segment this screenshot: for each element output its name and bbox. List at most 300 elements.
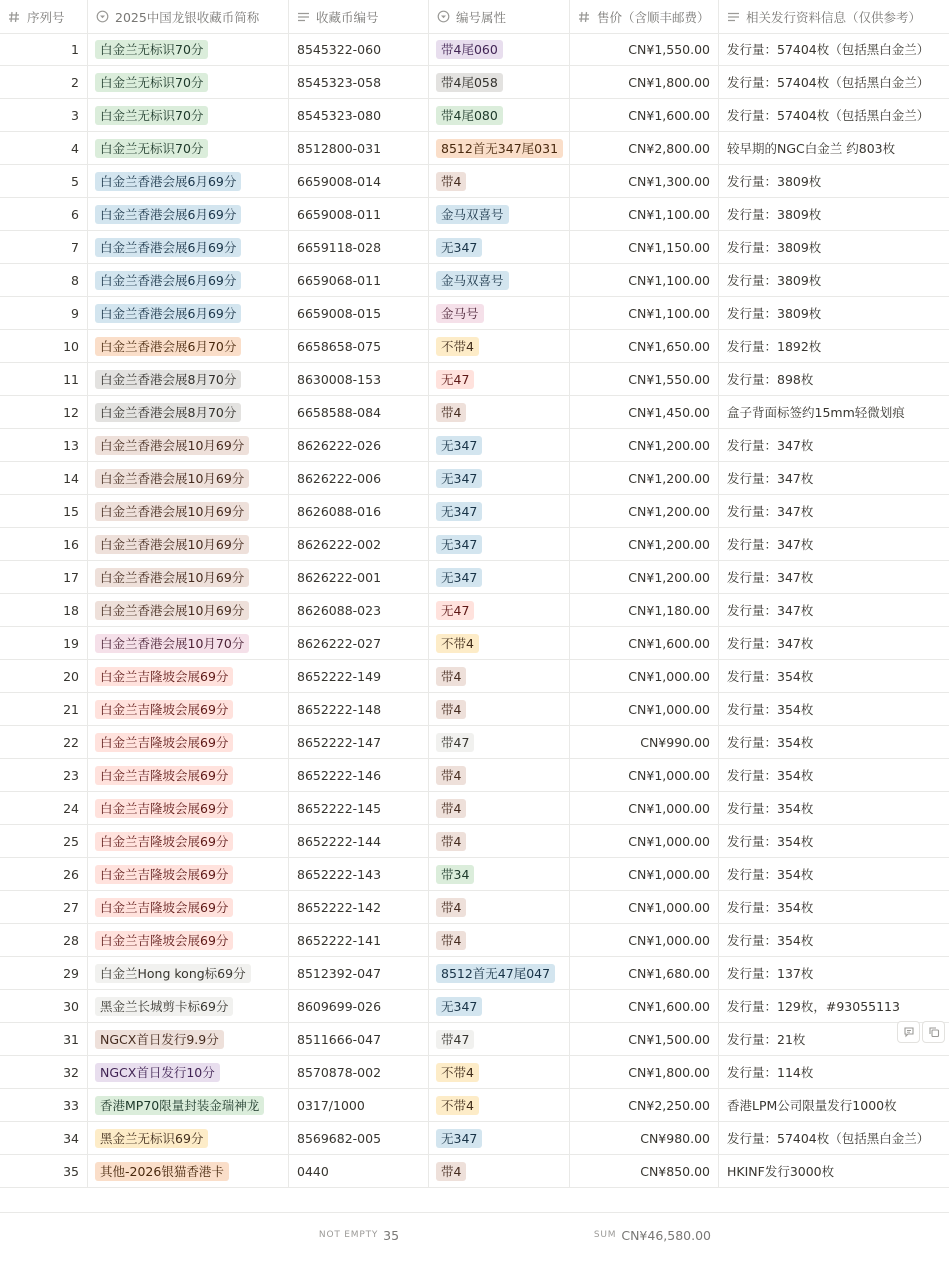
info-cell[interactable] (719, 726, 949, 758)
name-cell[interactable] (88, 858, 289, 890)
price-value: CN¥1,000.00 (628, 833, 710, 849)
name-cell[interactable] (88, 627, 289, 659)
name-cell[interactable] (88, 924, 289, 956)
table-row[interactable] (0, 495, 949, 528)
price-cell[interactable] (570, 165, 719, 197)
table-row[interactable] (0, 363, 949, 396)
attribute-cell[interactable] (429, 396, 570, 428)
attribute-cell[interactable] (429, 1155, 570, 1187)
price-cell[interactable] (570, 495, 719, 527)
serial-cell[interactable] (0, 957, 88, 989)
code-cell[interactable] (289, 627, 429, 659)
name-cell[interactable] (88, 132, 289, 164)
attribute-cell[interactable] (429, 660, 570, 692)
info-cell[interactable] (719, 627, 949, 659)
table-row[interactable] (0, 594, 949, 627)
info-cell[interactable] (719, 198, 949, 230)
serial-cell[interactable] (0, 165, 88, 197)
table-row[interactable] (0, 1155, 949, 1188)
attribute-cell[interactable] (429, 66, 570, 98)
serial-cell[interactable] (0, 264, 88, 296)
column-header-attribute[interactable] (429, 0, 570, 33)
attribute-cell[interactable] (429, 462, 570, 494)
name-tag: NGCX首日发行9.9分 (95, 1030, 224, 1049)
serial-cell[interactable] (0, 924, 88, 956)
info-text: 发行量：21枚 (727, 1032, 806, 1047)
attribute-cell[interactable] (429, 957, 570, 989)
table-row[interactable] (0, 759, 949, 792)
code-cell[interactable] (289, 495, 429, 527)
code-cell[interactable] (289, 297, 429, 329)
attribute-cell[interactable] (429, 99, 570, 131)
coin-code: 8626222-026 (297, 437, 382, 453)
price-cell[interactable] (570, 198, 719, 230)
serial-cell[interactable] (0, 858, 88, 890)
name-cell[interactable] (88, 495, 289, 527)
price-cell[interactable] (570, 759, 719, 791)
name-tag: 白金兰香港会展6月70分 (95, 337, 241, 356)
code-cell[interactable] (289, 924, 429, 956)
name-cell[interactable] (88, 1089, 289, 1121)
price-value: CN¥1,200.00 (628, 536, 710, 552)
duplicate-button[interactable] (922, 1021, 945, 1043)
attribute-cell[interactable] (429, 1056, 570, 1088)
code-cell[interactable] (289, 396, 429, 428)
table-row[interactable] (0, 627, 949, 660)
info-text: 发行量：354枚 (727, 702, 814, 717)
info-cell[interactable] (719, 99, 949, 131)
name-tag: 香港MP70限量封装金瑞神龙 (95, 1096, 264, 1115)
name-cell[interactable] (88, 264, 289, 296)
table-row[interactable] (0, 1056, 949, 1089)
serial-cell[interactable] (0, 528, 88, 560)
info-cell[interactable] (719, 165, 949, 197)
price-value: CN¥1,100.00 (628, 305, 710, 321)
info-cell[interactable] (719, 297, 949, 329)
name-cell[interactable] (88, 792, 289, 824)
serial-cell[interactable] (0, 33, 88, 65)
attribute-cell[interactable] (429, 528, 570, 560)
table-row[interactable] (0, 264, 949, 297)
name-tag: 白金兰香港会展6月69分 (95, 172, 241, 191)
table-row[interactable] (0, 825, 949, 858)
price-cell[interactable] (570, 297, 719, 329)
serial-cell[interactable] (0, 990, 88, 1022)
coin-code: 8545323-080 (297, 107, 382, 123)
table-row[interactable] (0, 1122, 949, 1155)
code-cell[interactable] (289, 198, 429, 230)
info-cell[interactable] (719, 429, 949, 461)
attribute-cell[interactable] (429, 627, 570, 659)
name-cell[interactable] (88, 330, 289, 362)
info-cell[interactable] (719, 132, 949, 164)
table-row[interactable] (0, 660, 949, 693)
info-cell[interactable] (719, 759, 949, 791)
name-cell[interactable] (88, 165, 289, 197)
code-cell[interactable] (289, 1122, 429, 1154)
info-cell[interactable] (719, 528, 949, 560)
info-cell[interactable] (719, 924, 949, 956)
info-text: 发行量：3809枚 (727, 306, 822, 321)
serial-cell[interactable] (0, 363, 88, 395)
serial-cell[interactable] (0, 792, 88, 824)
name-cell[interactable] (88, 33, 289, 65)
attribute-tag: 金马双喜号 (436, 271, 509, 290)
name-cell[interactable] (88, 957, 289, 989)
info-cell[interactable] (719, 594, 949, 626)
code-cell[interactable] (289, 561, 429, 593)
price-cell[interactable] (570, 1155, 719, 1187)
name-cell[interactable] (88, 462, 289, 494)
code-cell[interactable] (289, 726, 429, 758)
table-row[interactable] (0, 132, 949, 165)
info-cell[interactable] (719, 660, 949, 692)
code-cell[interactable] (289, 957, 429, 989)
attribute-cell[interactable] (429, 297, 570, 329)
price-cell[interactable] (570, 1122, 719, 1154)
info-cell[interactable] (719, 330, 949, 362)
name-cell[interactable] (88, 726, 289, 758)
coin-code: 6658658-075 (297, 338, 382, 354)
price-cell[interactable] (570, 99, 719, 131)
code-cell[interactable] (289, 132, 429, 164)
name-cell[interactable] (88, 396, 289, 428)
price-cell[interactable] (570, 891, 719, 923)
attribute-cell[interactable] (429, 990, 570, 1022)
name-tag: 白金兰吉隆坡会展69分 (95, 700, 233, 719)
attribute-cell[interactable] (429, 858, 570, 890)
name-cell[interactable] (88, 363, 289, 395)
table-row[interactable] (0, 858, 949, 891)
serial-cell[interactable] (0, 891, 88, 923)
table-row[interactable] (0, 99, 949, 132)
serial-cell[interactable] (0, 561, 88, 593)
code-cell[interactable] (289, 594, 429, 626)
code-cell[interactable] (289, 693, 429, 725)
name-cell[interactable] (88, 297, 289, 329)
serial-cell[interactable] (0, 1056, 88, 1088)
table-row[interactable] (0, 924, 949, 957)
code-cell[interactable] (289, 363, 429, 395)
code-cell[interactable] (289, 1023, 429, 1055)
column-header-info[interactable] (719, 0, 949, 33)
column-header-code[interactable] (289, 0, 429, 33)
name-tag: 白金兰无标识70分 (95, 73, 208, 92)
name-tag: 白金兰吉隆坡会展69分 (95, 832, 233, 851)
name-cell[interactable] (88, 825, 289, 857)
attribute-cell[interactable] (429, 1122, 570, 1154)
price-cell[interactable] (570, 792, 719, 824)
info-text: 发行量：3809枚 (727, 174, 822, 189)
serial-cell[interactable] (0, 1122, 88, 1154)
price-cell[interactable] (570, 363, 719, 395)
code-cell[interactable] (289, 990, 429, 1022)
table-row[interactable] (0, 330, 949, 363)
code-cell[interactable] (289, 429, 429, 461)
price-value: CN¥1,200.00 (628, 569, 710, 585)
serial-cell[interactable] (0, 462, 88, 494)
info-cell[interactable] (719, 693, 949, 725)
attribute-cell[interactable] (429, 330, 570, 362)
info-text: 发行量：57404枚（包括黑白金兰） (727, 1131, 930, 1146)
info-cell[interactable] (719, 1089, 949, 1121)
serial-cell[interactable] (0, 330, 88, 362)
attribute-cell[interactable] (429, 363, 570, 395)
attribute-tag: 无347 (436, 568, 482, 587)
coin-code: 8626222-002 (297, 536, 382, 552)
coin-code: 0317/1000 (297, 1097, 365, 1113)
table-row[interactable] (0, 990, 949, 1023)
price-value: CN¥1,180.00 (628, 602, 710, 618)
column-header-price[interactable] (570, 0, 719, 33)
info-cell[interactable] (719, 792, 949, 824)
info-text: 发行量：137枚 (727, 966, 814, 981)
name-cell[interactable] (88, 891, 289, 923)
table-row[interactable] (0, 231, 949, 264)
column-header-serial[interactable] (0, 0, 88, 33)
serial-cell[interactable] (0, 495, 88, 527)
serial-cell[interactable] (0, 66, 88, 98)
table-row[interactable] (0, 693, 949, 726)
code-cell[interactable] (289, 759, 429, 791)
serial-number: 34 (63, 1130, 79, 1146)
table-row[interactable] (0, 429, 949, 462)
table-row[interactable] (0, 198, 949, 231)
price-cell[interactable] (570, 33, 719, 65)
attribute-cell[interactable] (429, 726, 570, 758)
table-row[interactable] (0, 792, 949, 825)
serial-cell[interactable] (0, 693, 88, 725)
info-text: 发行量：3809枚 (727, 240, 822, 255)
attribute-cell[interactable] (429, 264, 570, 296)
price-cell[interactable] (570, 561, 719, 593)
table-row[interactable] (0, 1089, 949, 1122)
name-cell[interactable] (88, 990, 289, 1022)
name-cell[interactable] (88, 1056, 289, 1088)
name-cell[interactable] (88, 99, 289, 131)
code-cell[interactable] (289, 330, 429, 362)
code-cell[interactable] (289, 825, 429, 857)
attribute-cell[interactable] (429, 1023, 570, 1055)
attribute-cell[interactable] (429, 825, 570, 857)
name-tag: 白金兰吉隆坡会展69分 (95, 799, 233, 818)
attribute-cell[interactable] (429, 759, 570, 791)
code-cell[interactable] (289, 1056, 429, 1088)
attribute-cell[interactable] (429, 891, 570, 923)
price-cell[interactable] (570, 726, 719, 758)
code-cell[interactable] (289, 462, 429, 494)
table-row[interactable] (0, 33, 949, 66)
name-cell[interactable] (88, 231, 289, 263)
code-cell[interactable] (289, 528, 429, 560)
serial-cell[interactable] (0, 594, 88, 626)
price-cell[interactable] (570, 1089, 719, 1121)
code-cell[interactable] (289, 231, 429, 263)
price-value: CN¥1,550.00 (628, 371, 710, 387)
info-cell[interactable] (719, 363, 949, 395)
column-header-label: 收藏币编号 (316, 9, 379, 25)
table-row[interactable] (0, 462, 949, 495)
name-tag: 白金兰吉隆坡会展69分 (95, 898, 233, 917)
serial-cell[interactable] (0, 198, 88, 230)
name-cell[interactable] (88, 660, 289, 692)
serial-cell[interactable] (0, 1155, 88, 1187)
price-cell[interactable] (570, 660, 719, 692)
price-cell[interactable] (570, 693, 719, 725)
serial-cell[interactable] (0, 1023, 88, 1055)
attribute-cell[interactable] (429, 165, 570, 197)
info-cell[interactable] (719, 891, 949, 923)
name-cell[interactable] (88, 594, 289, 626)
attribute-cell[interactable] (429, 132, 570, 164)
footer-count[interactable] (289, 1213, 429, 1257)
name-cell[interactable] (88, 429, 289, 461)
serial-cell[interactable] (0, 759, 88, 791)
attribute-cell[interactable] (429, 1089, 570, 1121)
info-cell[interactable] (719, 561, 949, 593)
price-cell[interactable] (570, 132, 719, 164)
price-cell[interactable] (570, 990, 719, 1022)
price-cell[interactable] (570, 396, 719, 428)
info-cell[interactable] (719, 825, 949, 857)
table-row[interactable] (0, 561, 949, 594)
price-cell[interactable] (570, 627, 719, 659)
info-cell[interactable] (719, 396, 949, 428)
info-cell[interactable] (719, 1122, 949, 1154)
coin-code: 8652222-147 (297, 734, 382, 750)
comment-button[interactable] (897, 1021, 920, 1043)
info-text: HKINF发行3000枚 (727, 1164, 835, 1179)
coin-code: 6658588-084 (297, 404, 382, 420)
price-cell[interactable] (570, 1056, 719, 1088)
attribute-cell[interactable] (429, 429, 570, 461)
info-cell[interactable] (719, 495, 949, 527)
code-cell[interactable] (289, 264, 429, 296)
code-cell[interactable] (289, 66, 429, 98)
code-cell[interactable] (289, 165, 429, 197)
price-cell[interactable] (570, 264, 719, 296)
table-row[interactable] (0, 957, 949, 990)
attribute-cell[interactable] (429, 594, 570, 626)
table-row[interactable] (0, 66, 949, 99)
serial-cell[interactable] (0, 429, 88, 461)
attribute-cell[interactable] (429, 924, 570, 956)
price-cell[interactable] (570, 858, 719, 890)
table-row[interactable] (0, 297, 949, 330)
table-row[interactable] (0, 396, 949, 429)
price-cell[interactable] (570, 957, 719, 989)
attribute-cell[interactable] (429, 561, 570, 593)
price-cell[interactable] (570, 924, 719, 956)
table-row[interactable] (0, 1023, 949, 1056)
attribute-cell[interactable] (429, 693, 570, 725)
serial-cell[interactable] (0, 726, 88, 758)
table-row[interactable] (0, 165, 949, 198)
number-icon (7, 10, 21, 24)
serial-cell[interactable] (0, 660, 88, 692)
attribute-cell[interactable] (429, 495, 570, 527)
code-cell[interactable] (289, 891, 429, 923)
code-cell[interactable] (289, 660, 429, 692)
price-cell[interactable] (570, 429, 719, 461)
code-cell[interactable] (289, 99, 429, 131)
price-cell[interactable] (570, 231, 719, 263)
serial-cell[interactable] (0, 825, 88, 857)
serial-cell[interactable] (0, 297, 88, 329)
info-cell[interactable] (719, 231, 949, 263)
name-cell[interactable] (88, 561, 289, 593)
attribute-cell[interactable] (429, 231, 570, 263)
price-cell[interactable] (570, 66, 719, 98)
attribute-cell[interactable] (429, 33, 570, 65)
code-cell[interactable] (289, 858, 429, 890)
price-cell[interactable] (570, 594, 719, 626)
info-cell[interactable] (719, 264, 949, 296)
footer-sum[interactable] (570, 1213, 719, 1257)
info-cell[interactable] (719, 462, 949, 494)
code-cell[interactable] (289, 1089, 429, 1121)
name-cell[interactable] (88, 66, 289, 98)
serial-cell[interactable] (0, 396, 88, 428)
price-cell[interactable] (570, 1023, 719, 1055)
table-row[interactable] (0, 891, 949, 924)
name-tag: NGCX首日发行10分 (95, 1063, 220, 1082)
price-value: CN¥1,800.00 (628, 74, 710, 90)
attribute-cell[interactable] (429, 198, 570, 230)
name-cell[interactable] (88, 1023, 289, 1055)
code-cell[interactable] (289, 1155, 429, 1187)
table-row[interactable] (0, 726, 949, 759)
select-icon (95, 10, 109, 24)
info-cell[interactable] (719, 1155, 949, 1187)
table-row[interactable] (0, 528, 949, 561)
code-cell[interactable] (289, 33, 429, 65)
info-cell[interactable] (719, 858, 949, 890)
name-cell[interactable] (88, 759, 289, 791)
price-cell[interactable] (570, 825, 719, 857)
serial-cell[interactable] (0, 99, 88, 131)
info-cell[interactable] (719, 66, 949, 98)
price-value: CN¥1,200.00 (628, 437, 710, 453)
code-cell[interactable] (289, 792, 429, 824)
serial-cell[interactable] (0, 231, 88, 263)
name-cell[interactable] (88, 693, 289, 725)
info-cell[interactable] (719, 1056, 949, 1088)
info-cell[interactable] (719, 957, 949, 989)
info-cell[interactable] (719, 990, 949, 1022)
serial-cell[interactable] (0, 132, 88, 164)
name-tag: 白金兰香港会展10月69分 (95, 568, 249, 587)
serial-cell[interactable] (0, 1089, 88, 1121)
price-value: CN¥1,200.00 (628, 470, 710, 486)
serial-cell[interactable] (0, 627, 88, 659)
price-cell[interactable] (570, 528, 719, 560)
price-value: CN¥1,000.00 (628, 668, 710, 684)
column-header-name[interactable] (88, 0, 289, 33)
info-cell[interactable] (719, 33, 949, 65)
info-text: 发行量：57404枚（包括黑白金兰） (727, 108, 930, 123)
name-cell[interactable] (88, 198, 289, 230)
name-cell[interactable] (88, 1122, 289, 1154)
attribute-cell[interactable] (429, 792, 570, 824)
coin-code: 8609699-026 (297, 998, 382, 1014)
price-cell[interactable] (570, 462, 719, 494)
coin-code: 6659068-011 (297, 272, 382, 288)
price-cell[interactable] (570, 330, 719, 362)
name-cell[interactable] (88, 1155, 289, 1187)
name-cell[interactable] (88, 528, 289, 560)
serial-number: 1 (71, 41, 79, 57)
